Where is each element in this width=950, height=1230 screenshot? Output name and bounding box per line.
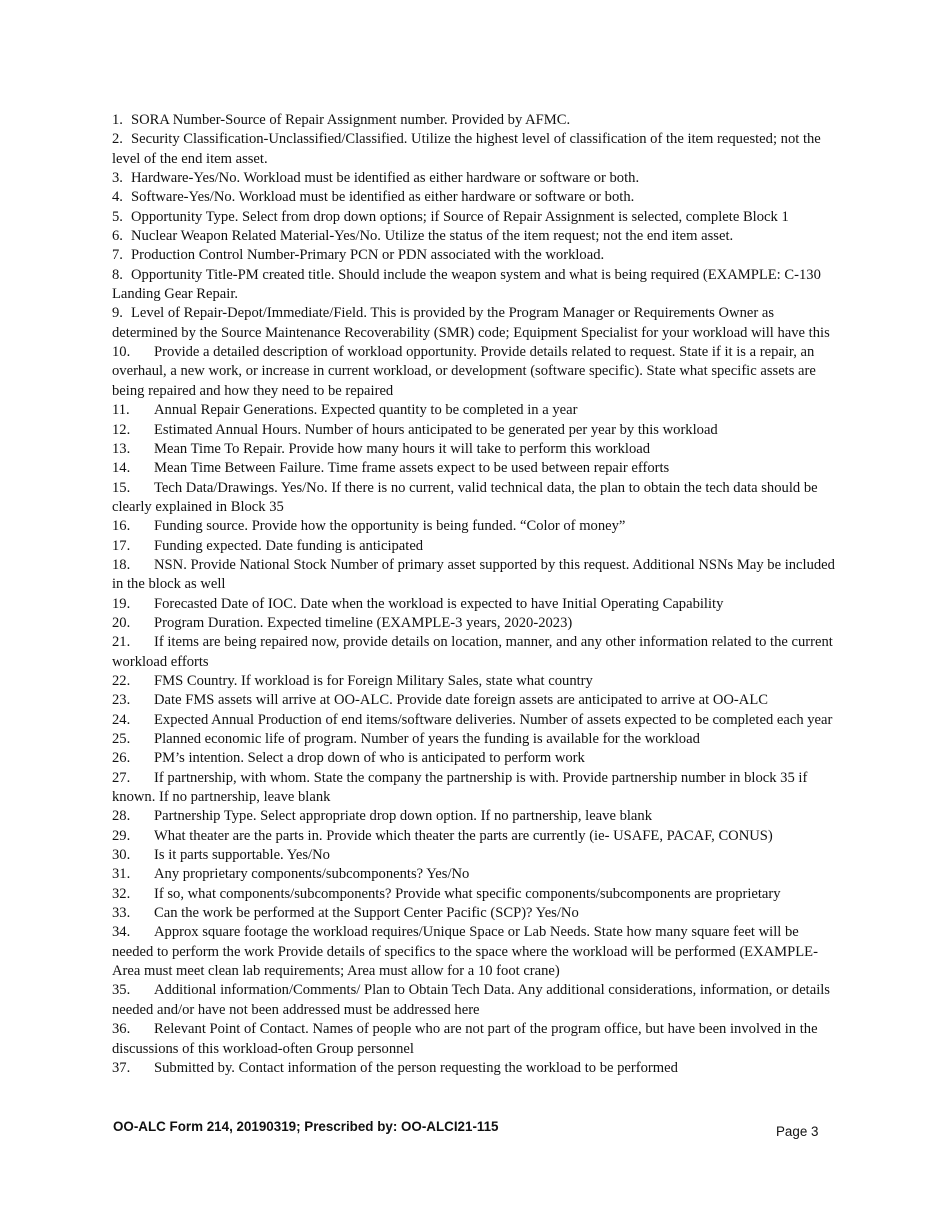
instruction-item	[112, 343, 838, 401]
item-text: Nuclear Weapon Related Material-Yes/No. Utilize the status of the item request; not the end item asset.	[131, 228, 734, 245]
instruction-item	[112, 1059, 838, 1078]
instruction-item	[112, 595, 838, 614]
item-text: Submitted by. Contact information of the person requesting the workload to be performed	[154, 1059, 678, 1076]
item-number: 1.	[112, 112, 123, 128]
item-number: 21.	[112, 634, 131, 651]
item-number: 11.	[112, 402, 130, 419]
item-text: If partnership, with whom. State the company the partnership is with. Provide partnership number in block 35 if known. If no partnership, leave blank	[112, 769, 808, 806]
instruction-item	[112, 188, 838, 207]
item-number: 8.	[112, 266, 123, 283]
instruction-item	[112, 923, 838, 981]
item-text: Additional information/Comments/ Plan to Obtain Tech Data. Any additional considerations, information, or details needed and/or have not been addressed must be addressed here	[112, 982, 830, 1018]
instruction-item	[112, 885, 838, 904]
item-number: 18.	[112, 556, 131, 573]
instruction-item	[112, 208, 838, 227]
instruction-item	[112, 266, 838, 305]
item-number: 10.	[112, 344, 131, 361]
item-number: 3.	[112, 170, 123, 187]
instruction-item	[112, 672, 838, 691]
item-number: 24.	[112, 711, 131, 728]
item-text: SORA Number-Source of Repair Assignment number. Provided by AFMC.	[131, 112, 571, 128]
item-text: Planned economic life of program. Number of years the funding is available for the workload	[154, 731, 700, 747]
item-text: Annual Repair Generations. Expected quantity to be completed in a year	[154, 402, 578, 419]
instruction-item	[112, 730, 838, 749]
item-number: 15.	[112, 479, 131, 496]
instruction-item	[112, 537, 838, 556]
instruction-item	[112, 711, 838, 730]
instruction-item	[112, 981, 838, 1020]
instruction-item	[112, 401, 838, 420]
instruction-item	[112, 227, 838, 246]
item-text: Funding expected. Date funding is anticipated	[154, 537, 424, 554]
item-number: 7.	[112, 247, 123, 264]
item-number: 2.	[112, 131, 123, 148]
item-text: Estimated Annual Hours. Number of hours anticipated to be generated per year by this workload	[154, 421, 718, 438]
item-number: 23.	[112, 692, 131, 709]
item-text: Approx square footage the workload requires/Unique Space or Lab Needs. State how many square feet will be needed to perform the work Provide details of specifics to the space where the workload will be performed (EXAMPLE-Area must meet clean lab requirements; Area must allow for a 10 foot crane)	[112, 924, 818, 980]
item-number: 27.	[112, 769, 131, 786]
page-number: Page 3	[776, 1124, 819, 1139]
instruction-item	[112, 827, 838, 846]
item-text: Funding source. Provide how the opportunity is being funded. “Color of money”	[154, 518, 626, 535]
instruction-item	[112, 517, 838, 536]
item-number: 35.	[112, 982, 131, 999]
instruction-item	[112, 440, 838, 459]
item-number: 12.	[112, 421, 131, 438]
item-text: Expected Annual Production of end items/software deliveries. Number of assets expected to be completed each year	[154, 711, 833, 728]
item-number: 6.	[112, 228, 123, 245]
item-number: 4.	[112, 189, 123, 206]
item-number: 20.	[112, 614, 131, 631]
instruction-item	[112, 130, 838, 169]
instruction-item	[112, 459, 838, 478]
item-text: Opportunity Title-PM created title. Should include the weapon system and what is being required (EXAMPLE: C-130 Landing Gear Repair.	[112, 266, 821, 303]
item-text: Program Duration. Expected timeline (EXAMPLE-3 years, 2020-2023)	[154, 614, 573, 631]
instruction-item	[112, 614, 838, 633]
item-text: Security Classification-Unclassified/Classified. Utilize the highest level of classification of the item requested; not the level of the end item asset.	[112, 131, 821, 167]
form-footer-id: OO-ALC Form 214, 20190319; Prescribed by: OO-ALCI21-115	[113, 1119, 499, 1134]
item-text: Mean Time To Repair. Provide how many hours it will take to perform this workload	[154, 440, 651, 457]
instruction-item	[112, 904, 838, 923]
item-text: Level of Repair-Depot/Immediate/Field. This is provided by the Program Manager or Requirements Owner as determined by the Source Maintenance Recoverability (SMR) code; Equipment Specialist for your workload will have this	[112, 305, 830, 341]
instruction-item	[112, 111, 838, 130]
item-number: 36.	[112, 1021, 131, 1038]
item-number: 22.	[112, 672, 131, 689]
item-text: Tech Data/Drawings. Yes/No. If there is no current, valid technical data, the plan to obtain the tech data should be clearly explained in Block 35	[112, 479, 818, 515]
item-number: 25.	[112, 731, 131, 747]
item-number: 32.	[112, 885, 131, 902]
item-text: Opportunity Type. Select from drop down options; if Source of Repair Assignment is selected, complete Block 1	[131, 208, 789, 225]
item-text: Is it parts supportable. Yes/No	[154, 847, 330, 864]
item-text: PM’s intention. Select a drop down of who is anticipated to perform work	[154, 750, 585, 767]
item-text: Relevant Point of Contact. Names of people who are not part of the program office, but have been involved in the discussions of this workload-often Group personnel	[112, 1021, 818, 1057]
item-text: Mean Time Between Failure. Time frame assets expect to be used between repair efforts	[154, 460, 670, 477]
item-text: Production Control Number-Primary PCN or PDN associated with the workload.	[131, 247, 605, 264]
item-number: 19.	[112, 595, 131, 612]
instruction-item	[112, 807, 838, 826]
item-number: 33.	[112, 905, 131, 922]
instruction-item	[112, 479, 838, 518]
instruction-item	[112, 691, 838, 710]
instruction-item	[112, 846, 838, 865]
item-text: Partnership Type. Select appropriate drop down option. If no partnership, leave blank	[154, 808, 653, 825]
item-text: Provide a detailed description of workload opportunity. Provide details related to request. State if it is a repair, an overhaul, a new work, or increase in current workload, or development (software specific). State what specific assets are being repaired and how they need to be repaired	[112, 344, 816, 399]
item-number: 30.	[112, 847, 131, 864]
item-number: 9.	[112, 305, 123, 322]
item-number: 26.	[112, 750, 131, 767]
instruction-item	[112, 749, 838, 768]
instruction-item	[112, 246, 838, 265]
item-number: 5.	[112, 208, 123, 225]
item-text: If so, what components/subcomponents? Provide what specific components/subcomponents are proprietary	[154, 885, 781, 902]
item-text: Forecasted Date of IOC. Date when the workload is expected to have Initial Operating Capability	[154, 595, 724, 612]
item-text: Any proprietary components/subcomponents? Yes/No	[154, 866, 470, 883]
item-number: 28.	[112, 808, 131, 825]
item-number: 13.	[112, 440, 131, 457]
item-text: Date FMS assets will arrive at OO-ALC. Provide date foreign assets are anticipated to arrive at OO-ALC	[154, 692, 768, 709]
instruction-item	[112, 865, 838, 884]
item-text: Can the work be performed at the Support Center Pacific (SCP)? Yes/No	[154, 905, 579, 922]
item-number: 31.	[112, 866, 131, 883]
item-text: What theater are the parts in. Provide which theater the parts are currently (ie- USAFE, PACAF, CONUS)	[154, 827, 773, 844]
instruction-item	[112, 769, 838, 808]
instruction-item	[112, 633, 838, 672]
item-number: 14.	[112, 460, 131, 477]
item-text: Software-Yes/No. Workload must be identified as either hardware or software or both.	[131, 189, 635, 206]
item-number: 16.	[112, 518, 131, 535]
item-text: Hardware-Yes/No. Workload must be identified as either hardware or software or both.	[131, 170, 640, 187]
item-text: FMS Country. If workload is for Foreign Military Sales, state what country	[154, 672, 593, 689]
item-number: 34.	[112, 924, 131, 941]
item-number: 17.	[112, 537, 131, 554]
item-text: NSN. Provide National Stock Number of primary asset supported by this request. Additional NSNs May be included in the block as well	[112, 556, 835, 593]
instruction-item	[112, 169, 838, 188]
instruction-item	[112, 1020, 838, 1059]
instructions-list	[112, 111, 838, 1078]
instruction-item	[112, 304, 838, 343]
item-text: If items are being repaired now, provide details on location, manner, and any other information related to the current workload efforts	[112, 634, 833, 670]
item-number: 29.	[112, 827, 131, 844]
instruction-item	[112, 556, 838, 595]
instruction-item	[112, 421, 838, 440]
item-number: 37.	[112, 1059, 131, 1076]
